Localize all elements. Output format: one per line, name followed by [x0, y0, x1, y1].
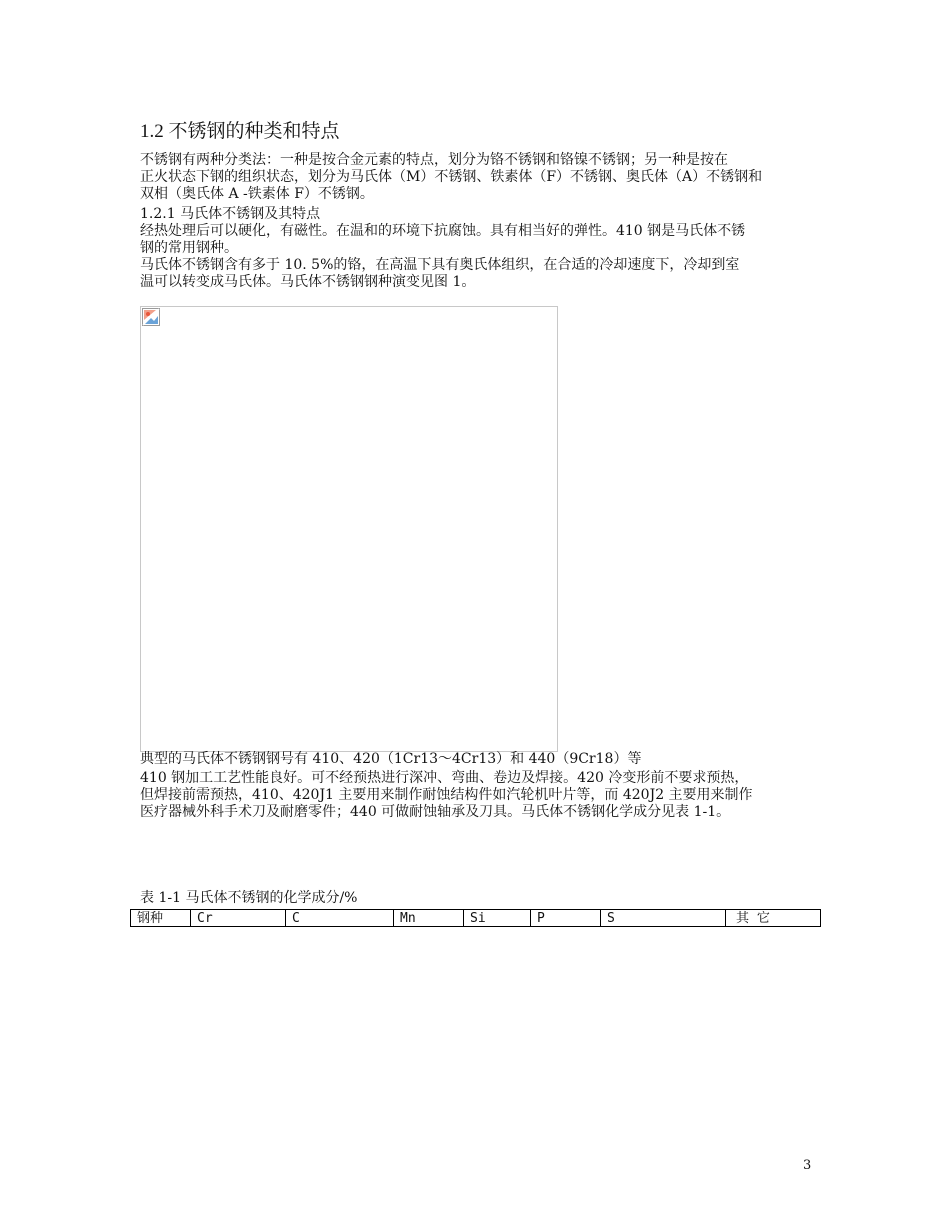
header-cell-other: 其 它 [726, 910, 821, 927]
text-line: 温可以转变成马氏体。马氏体不锈钢钢种演变见图 1。 [140, 274, 476, 290]
text-line: 钢的常用钢种。 [140, 240, 238, 256]
intro-paragraph [140, 152, 812, 203]
martensite-properties-paragraph [140, 223, 812, 257]
section-heading: 1.2 不锈钢的种类和特点 [140, 121, 340, 142]
text-line: 双相（奥氏体 A -铁素体 F）不锈钢。 [140, 186, 374, 202]
figure-1-placeholder [140, 306, 558, 752]
header-cell-mn: Mn [394, 910, 464, 927]
header-cell-c: C [286, 910, 394, 927]
header-cell-steel-grade: 钢种 [131, 910, 191, 927]
text-line: 不锈钢有两种分类法：一种是按合金元素的特点，划分为铬不锈钢和铬镍不锈钢；另一种是按在 [140, 152, 728, 168]
header-cell-s: S [601, 910, 726, 927]
table-caption: 表 1-1 马氏体不锈钢的化学成分/% [140, 890, 358, 906]
header-cell-p: P [531, 910, 601, 927]
grade-usage-paragraph [140, 770, 812, 821]
header-cell-cr: Cr [191, 910, 286, 927]
text-line: 410 钢加工工艺性能良好。可不经预热进行深冲、弯曲、卷边及焊接。420 冷变形前不要求预热， [140, 770, 749, 786]
typical-grades-line: 典型的马氏体不锈钢钢号有 410、420（1Cr13～4Cr13）和 440（9Cr18）等 [140, 751, 642, 767]
broken-image-icon [142, 308, 160, 326]
text-line: 医疗器械外科手术刀及耐磨零件；440 可做耐蚀轴承及刀具。马氏体不锈钢化学成分见表 1-1。 [140, 804, 731, 820]
composition-table [130, 909, 821, 927]
table-header-row [131, 910, 821, 927]
text-line: 但焊接前需预热，410、420J1 主要用来制作耐蚀结构件如汽轮机叶片等，而 420J2 主要用来制作 [140, 787, 753, 803]
text-line: 正火状态下钢的组织状态，划分为马氏体（M）不锈钢、铁素体（F）不锈钢、奥氏体（A）不锈钢和 [140, 169, 763, 185]
martensite-composition-paragraph [140, 257, 812, 291]
page-number: 3 [803, 1158, 812, 1173]
header-cell-si: Si [464, 910, 531, 927]
text-line: 马氏体不锈钢含有多于 10. 5%的铬，在高温下具有奥氏体组织，在合适的冷却速度下，冷却到室 [140, 257, 740, 273]
text-line: 经热处理后可以硬化，有磁性。在温和的环境下抗腐蚀。具有相当好的弹性。410 钢是马氏体不锈 [140, 223, 746, 239]
subsection-heading: 1.2.1 马氏体不锈钢及其特点 [140, 206, 321, 222]
